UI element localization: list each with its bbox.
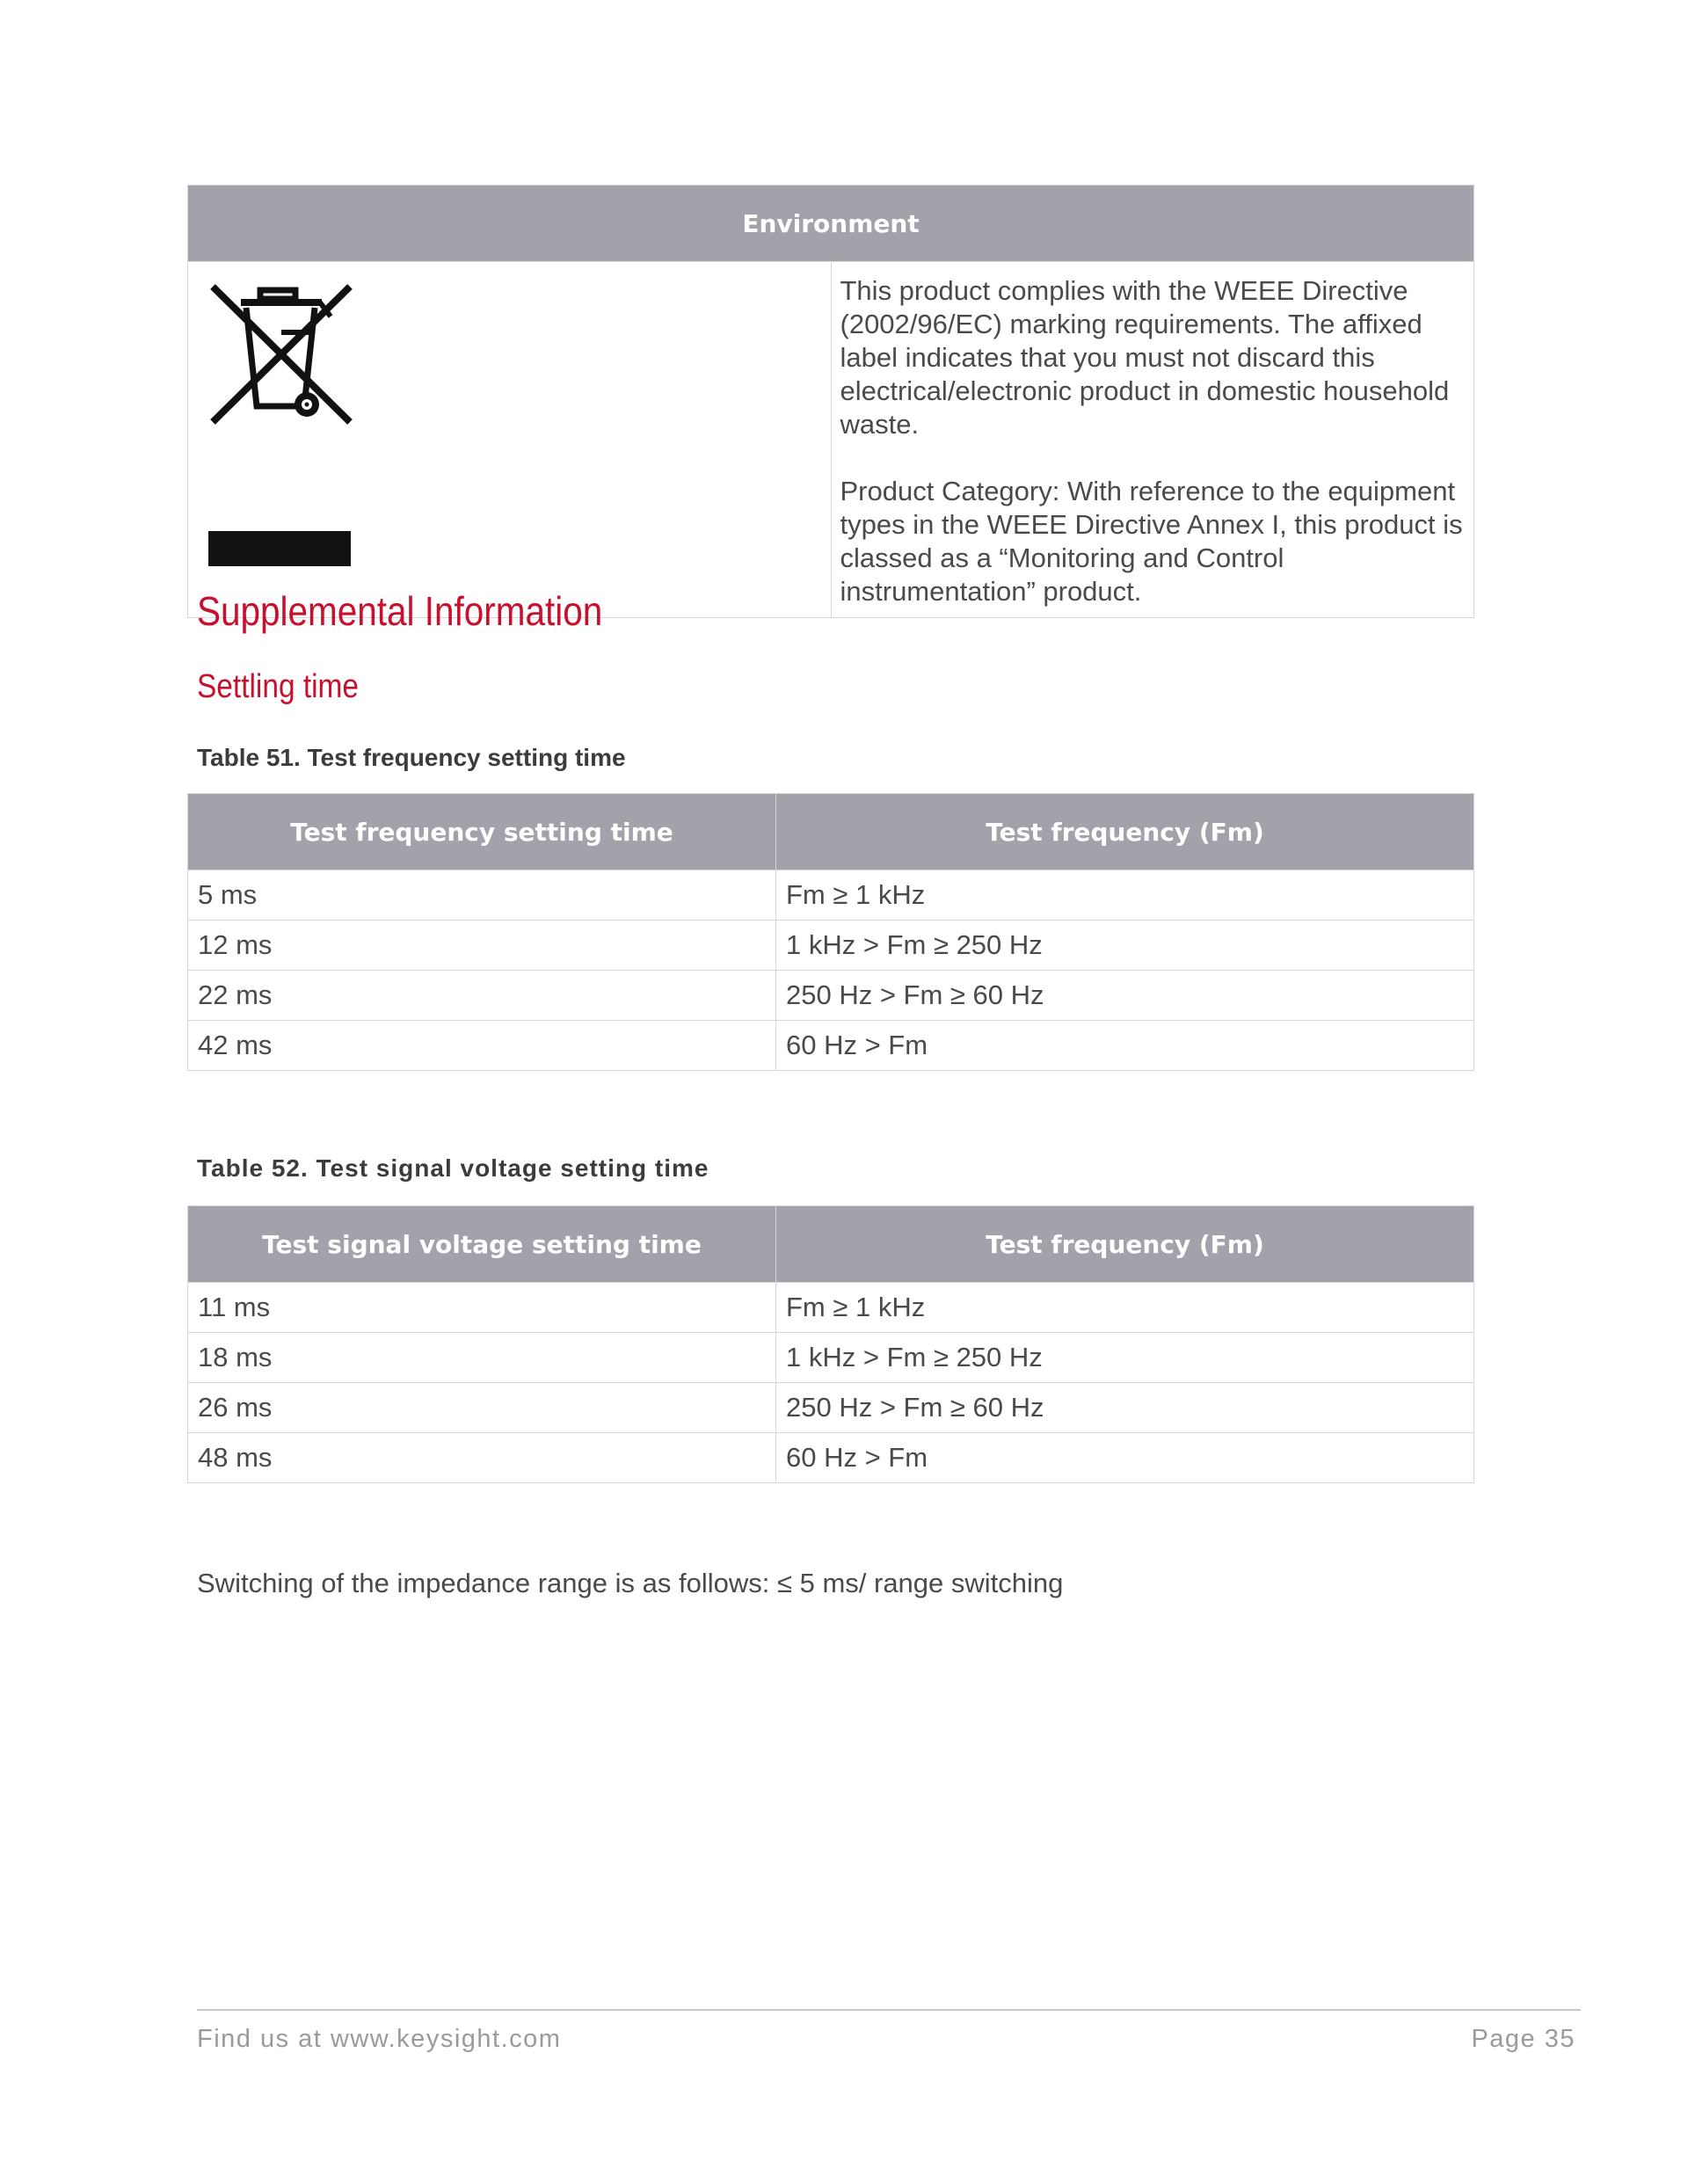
table-cell-time: 42 ms	[188, 1021, 776, 1071]
environment-table	[187, 185, 1474, 618]
table51-caption: Table 51. Test frequency setting time	[197, 744, 626, 771]
table51-header-setting-time: Test frequency setting time	[188, 794, 776, 870]
table-row	[188, 921, 1474, 971]
table51	[187, 793, 1474, 1071]
environment-header: Environment	[188, 186, 1474, 262]
footer-divider	[197, 2009, 1581, 2011]
table-row	[188, 1333, 1474, 1383]
table-cell-time: 22 ms	[188, 971, 776, 1021]
weee-solid-bar	[208, 531, 351, 566]
table-cell-frequency: 60 Hz > Fm	[776, 1433, 1474, 1483]
weee-compliance-paragraph: This product complies with the WEEE Directive (2002/96/EC) marking requirements. The affixed label indicates that you must not discard this electrical/electronic product in domestic household waste.	[840, 275, 1450, 440]
table-cell-time: 11 ms	[188, 1283, 776, 1333]
table-cell-time: 12 ms	[188, 921, 776, 971]
table-cell-frequency: 250 Hz > Fm ≥ 60 Hz	[776, 1383, 1474, 1433]
table-cell-frequency: Fm ≥ 1 kHz	[776, 1283, 1474, 1333]
table-cell-time: 18 ms	[188, 1333, 776, 1383]
page-number: Page 35	[1471, 2025, 1575, 2053]
product-category-paragraph: Product Category: With reference to the equipment types in the WEEE Directive Annex I, this product is classed as a “Monitoring and Control instrumentation” product.	[840, 476, 1463, 607]
table-cell-frequency: 60 Hz > Fm	[776, 1021, 1474, 1071]
table-row	[188, 870, 1474, 921]
table52-caption: Table 52. Test signal voltage setting time	[197, 1154, 709, 1182]
environment-text-cell	[831, 262, 1474, 618]
table52	[187, 1205, 1474, 1483]
section-title: Supplemental Information	[197, 588, 603, 634]
table-cell-frequency: 1 kHz > Fm ≥ 250 Hz	[776, 1333, 1474, 1383]
impedance-range-note: Switching of the impedance range is as follows: ≤ 5 ms/ range switching	[197, 1568, 1064, 1598]
table-cell-time: 26 ms	[188, 1383, 776, 1433]
table-cell-frequency: 1 kHz > Fm ≥ 250 Hz	[776, 921, 1474, 971]
table-cell-frequency: Fm ≥ 1 kHz	[776, 870, 1474, 921]
table-row	[188, 1383, 1474, 1433]
weee-icon-cell	[188, 262, 832, 618]
table-cell-time: 5 ms	[188, 870, 776, 921]
table-row	[188, 1283, 1474, 1333]
table-cell-time: 48 ms	[188, 1433, 776, 1483]
table-cell-frequency: 250 Hz > Fm ≥ 60 Hz	[776, 971, 1474, 1021]
section-subtitle: Settling time	[197, 668, 360, 705]
weee-crossed-out-bin-icon	[206, 281, 357, 433]
table52-header-test-frequency: Test frequency (Fm)	[776, 1206, 1474, 1283]
table52-header-voltage-setting-time: Test signal voltage setting time	[188, 1206, 776, 1283]
footer-website: Find us at www.keysight.com	[197, 2025, 562, 2053]
table-row	[188, 1433, 1474, 1483]
table51-header-test-frequency: Test frequency (Fm)	[776, 794, 1474, 870]
table-row	[188, 971, 1474, 1021]
table-row	[188, 1021, 1474, 1071]
